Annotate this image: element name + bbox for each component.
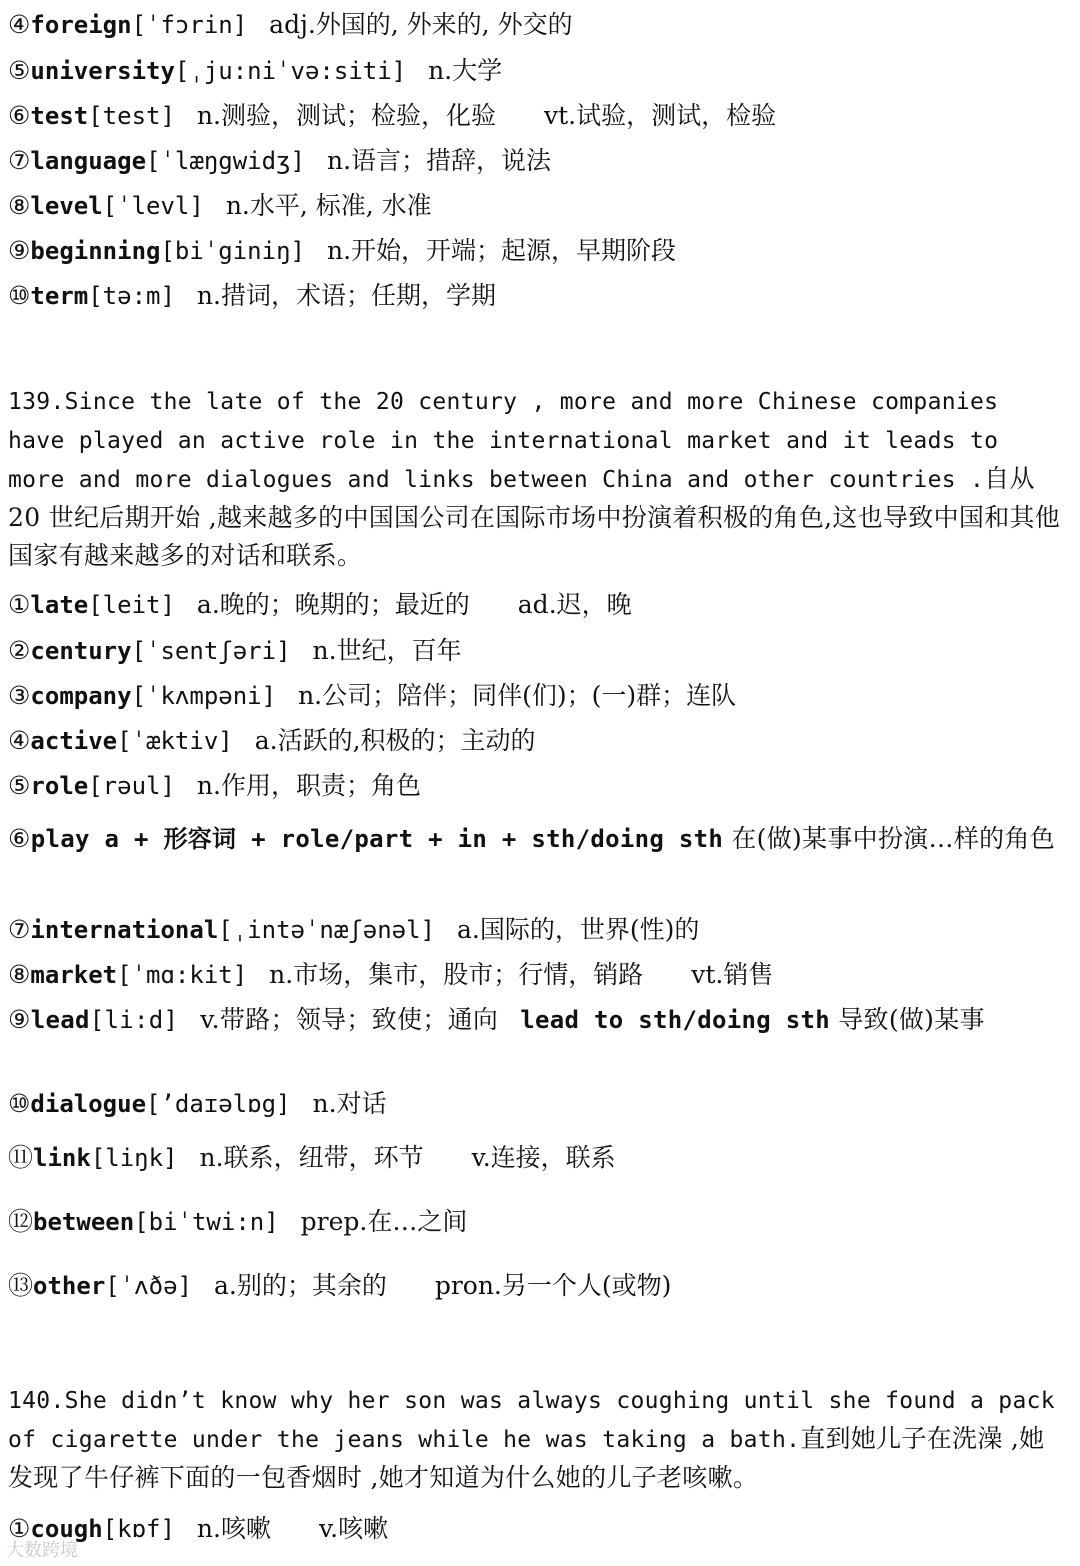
vocab-entry: ⑬other[ˈʌðə] a.别的；其余的 pron.另一个人(或物): [8, 1271, 672, 1300]
vocab-entry: ⑦language[ˈlæŋgwidʒ] n.语言；措辞，说法: [8, 146, 552, 175]
vocab-entry: ⑫between[biˈtwi:n] prep.在…之间: [8, 1207, 468, 1236]
phrase-entry: ⑥play a + 形容词 + role/part + in + sth/doing sth 在(做)某事中扮演…样的角色: [8, 824, 1056, 853]
vocab-entry: ⑦international[ˌintəˈnæʃənəl] a.国际的，世界(性)的: [8, 915, 700, 944]
example-sentence: 140.She didn’t know why her son was always coughing until she found a pack of cigarette under the jeans while he was taking a bath.直到她儿子在洗澡 ,她发现了牛仔裤下面的一包香烟时 ,她才知道为什么她的儿子老咳嗽。: [8, 1388, 1055, 1492]
vocab-entry: ⑤role[rəul] n.作用，职责；角色: [8, 771, 421, 800]
vocab-entry: ⑥test[test] n.测验，测试；检验，化验 vt.试验，测试，检验: [8, 101, 777, 130]
vocab-entry: ①late[leit] a.晚的；晚期的；最近的 ad.迟，晚: [8, 590, 632, 619]
vocab-entry: ④foreign[ˈfɔrin] adj.外国的, 外来的, 外交的: [8, 10, 573, 39]
vocab-entry: ①cough[kɒf] n.咳嗽 v.咳嗽: [8, 1514, 389, 1543]
vocab-entry: ⑧market[ˈmɑ:kit] n.市场，集市，股市；行情，销路 vt.销售: [8, 960, 774, 989]
vocab-entry: ⑨beginning[biˈginiŋ] n.开始，开端；起源，早期阶段: [8, 236, 677, 265]
vocab-entry: ③company[ˈkʌmpəni] n.公司；陪伴；同伴(们)；(一)群；连队: [8, 681, 737, 710]
vocab-entry: ⑩term[tə:m] n.措词，术语；任期，学期: [8, 281, 496, 310]
vocab-entry: ②century[ˈsentʃəri] n.世纪，百年: [8, 636, 462, 665]
vocab-entry: ⑪link[liŋk] n.联系，纽带，环节 v.连接，联系: [8, 1143, 616, 1172]
watermark: 大数跨境: [6, 1540, 78, 1561]
example-sentence: 139.Since the late of the 20 century , more and more Chinese companies have played an active role in the international market and it leads to more and more dialogues and links between China and other countries .自从 20 世纪后期开始 ,越来越多的中国国公司在国际市场中扮演着积极的角色,这也导致中国和其他国家有越来越多的对话和联系。: [8, 389, 1061, 570]
vocab-entry: ⑩dialogue[’daɪəlɒg] n.对话: [8, 1089, 387, 1118]
vocab-entry: ⑨lead[li:d] v.带路；领导；致使；通向 lead to sth/doing sth 导致(做)某事: [8, 1005, 985, 1034]
vocab-entry: ⑤university[ˌju:niˈvə:siti] n.大学: [8, 56, 503, 85]
vocab-entry: ④active[ˈæktiv] a.活跃的,积极的；主动的: [8, 726, 536, 755]
vocab-entry: ⑧level[ˈlevl] n.水平, 标准, 水准: [8, 191, 432, 220]
